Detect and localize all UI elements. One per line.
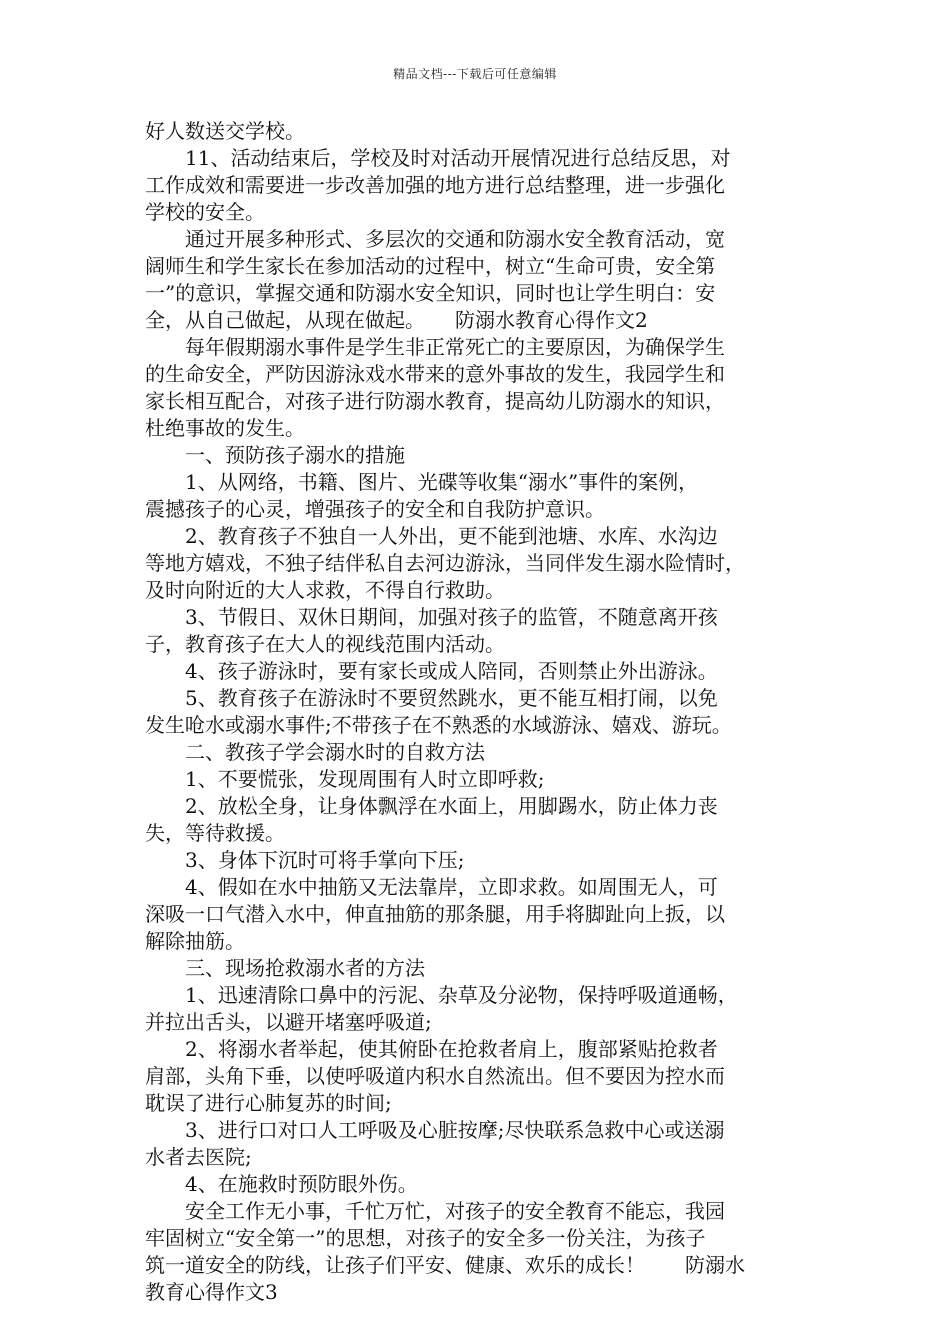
text-line: 深吸一口气潜入水中，伸直抽筋的那条腿，用手将脚趾向上扳，以 — [145, 902, 725, 926]
text-line: 一”的意识，掌握交通和防溺水安全知识，同时也让学生明白：安 — [145, 281, 716, 305]
text-line: 3、节假日、双休日期间，加强对孩子的监管，不随意离开孩 — [145, 605, 718, 629]
text-line: 教育心得作文3 — [145, 1280, 278, 1304]
text-line: 失，等待救援。 — [145, 821, 285, 845]
text-line: 并拉出舌头，以避开堵塞呼吸道; — [145, 1010, 432, 1034]
text-line: 解除抽筋。 — [145, 929, 245, 953]
text-line: 5、教育孩子在游泳时不要贸然跳水，更不能互相打闹，以免 — [145, 686, 718, 710]
text-line: 一、预防孩子溺水的措施 — [145, 443, 405, 467]
text-line: 安全工作无小事，千忙万忙，对孩子的安全教育不能忘，我园 — [145, 1199, 725, 1223]
text-line: 1、从网络，书籍、图片、光碟等收集“溺水”事件的案例， — [145, 470, 699, 494]
text-line: 通过开展多种形式、多层次的交通和防溺水安全教育活动，宽 — [145, 227, 725, 251]
text-line: 筑一道安全的防线，让孩子们平安、健康、欢乐的成长！ 防溺水 — [145, 1253, 745, 1277]
text-line: 阔师生和学生家长在参加活动的过程中，树立“生命可贵，安全第 — [145, 254, 716, 278]
text-line: 牢固树立“安全第一”的思想，对孩子的安全多一份关注，为孩子 — [145, 1226, 706, 1250]
text-line: 2、将溺水者举起，使其俯卧在抢救者肩上，腹部紧贴抢救者 — [145, 1037, 718, 1061]
text-line: 3、进行口对口人工呼吸及心脏按摩;尽快联系急救中心或送溺 — [145, 1118, 725, 1142]
text-line: 水者去医院; — [145, 1145, 252, 1169]
text-line: 的生命安全，严防因游泳戏水带来的意外事故的发生，我园学生和 — [145, 362, 725, 386]
text-line: 好人数送交学校。 — [145, 119, 305, 143]
text-line: 2、教育孩子不独自一人外出，更不能到池塘、水库、水沟边 — [145, 524, 718, 548]
text-line: 4、在施救时预防眼外伤。 — [145, 1172, 418, 1196]
text-line: 1、迅速清除口鼻中的污泥、杂草及分泌物，保持呼吸道通畅， — [145, 983, 738, 1007]
text-line: 三、现场抢救溺水者的方法 — [145, 956, 425, 980]
page-header: 精品文档---下载后可任意编辑 — [393, 67, 557, 81]
text-line: 等地方嬉戏，不独子结伴私自去河边游泳，当同伴发生溺水险情时， — [145, 551, 745, 575]
text-line: 家长相互配合，对孩子进行防溺水教育，提高幼儿防溺水的知识， — [145, 389, 725, 413]
text-line: 1、不要慌张，发现周围有人时立即呼救; — [145, 767, 545, 791]
text-line: 3、身体下沉时可将手掌向下压; — [145, 848, 465, 872]
text-line: 11、活动结束后，学校及时对活动开展情况进行总结反思，对 — [145, 146, 731, 170]
text-line: 学校的安全。 — [145, 200, 265, 224]
text-line: 2、放松全身，让身体飘浮在水面上，用脚踢水，防止体力丧 — [145, 794, 718, 818]
text-line: 4、孩子游泳时，要有家长或成人陪同，否则禁止外出游泳。 — [145, 659, 718, 683]
text-line: 及时向附近的大人求救，不得自行救助。 — [145, 578, 505, 602]
text-line: 全，从自己做起，从现在做起。 防溺水教育心得作文2 — [145, 308, 648, 332]
text-line: 震撼孩子的心灵，增强孩子的安全和自我防护意识。 — [145, 497, 605, 521]
text-line: 4、假如在水中抽筋又无法靠岸，立即求救。如周围无人，可 — [145, 875, 718, 899]
text-line: 每年假期溺水事件是学生非正常死亡的主要原因，为确保学生 — [145, 335, 725, 359]
text-line: 耽误了进行心肺复苏的时间; — [145, 1091, 392, 1115]
text-line: 工作成效和需要进一步改善加强的地方进行总结整理，进一步强化 — [145, 173, 725, 197]
text-line: 发生呛水或溺水事件;不带孩子在不熟悉的水域游泳、嬉戏、游玩。 — [145, 713, 732, 737]
text-line: 杜绝事故的发生。 — [145, 416, 305, 440]
document-body — [145, 118, 807, 1306]
text-line: 肩部，头角下垂，以使呼吸道内积水自然流出。但不要因为控水而 — [145, 1064, 725, 1088]
text-line: 子，教育孩子在大人的视线范围内活动。 — [145, 632, 505, 656]
text-line: 二、教孩子学会溺水时的自救方法 — [145, 740, 485, 764]
